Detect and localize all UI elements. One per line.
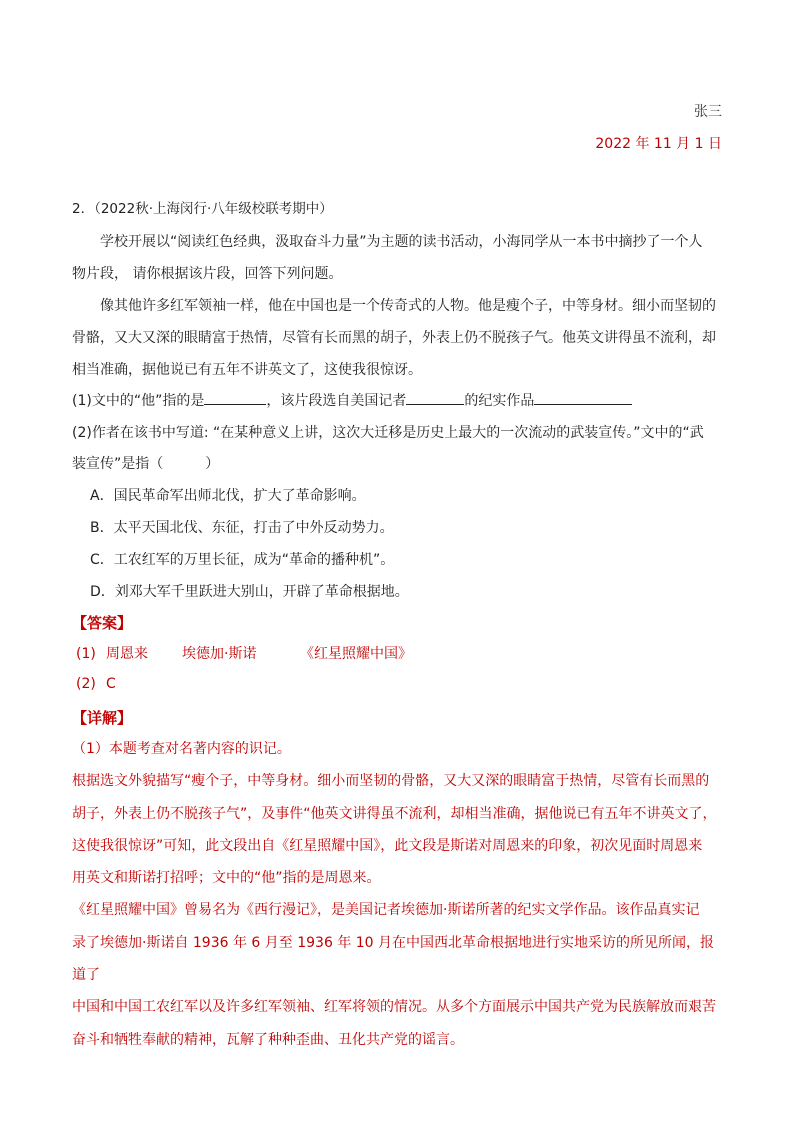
option-d: D．刘邓大军千里跃进大别山，开辟了革命根据地。 bbox=[90, 584, 409, 600]
sub-question-1 bbox=[72, 385, 722, 417]
passage-line-2: 骨骼，又大又深的眼睛富于热情，尽管有长而黑的胡子，外表上仍不脱孩子气。他英文讲得虽不流利，却 bbox=[72, 330, 716, 346]
answer-2-number: (2) bbox=[76, 676, 96, 692]
passage-line-1: 像其他许多红军领袖一样，他在中国也是一个传奇式的人物。他是瘦个子，中等身材。细小而坚韧的 bbox=[100, 298, 716, 314]
answer-2-value: C bbox=[106, 676, 116, 692]
signature-date: 2022 年 11 月 1 日 bbox=[595, 136, 722, 152]
answer-blank-2[interactable] bbox=[406, 388, 464, 405]
detail-line: （1）本题考查对名著内容的识记。 bbox=[72, 741, 291, 757]
detail-line: 根据选文外貌描写“瘦个子，中等身材。细小而坚韧的骨骼，又大又深的眼睛富于热情，尽管有长而黑的 bbox=[72, 773, 710, 790]
answer-blank-1[interactable] bbox=[204, 388, 266, 405]
passage-line-3: 相当准确，据他说已有五年不讲英文了，这使我很惊讶。 bbox=[72, 362, 422, 378]
sub2-line-1: (2)作者在该书中写道: “在某种意义上讲，这次大迁移是历史上最大的一次流动的武装宣传。”文中的“武 bbox=[72, 425, 704, 441]
detail-line: 胡子，外表上仍不脱孩子气”，及事件“他英文讲得虽不流利，却相当准确，据他说已有五年不讲英文了， bbox=[72, 805, 717, 822]
detail-line: 中国和中国工农红军以及许多红军领袖、红军将领的情况。从多个方面展示中国共产党为民族解放而艰苦 bbox=[72, 999, 716, 1016]
option-b: B．太平天国北伐、东征，打击了中外反动势力。 bbox=[90, 520, 394, 536]
question-header: 2．（2022秋·上海闵行·八年级校联考期中） bbox=[72, 201, 333, 217]
sub1-text-a: (1)文中的“他”指的是 bbox=[72, 393, 205, 409]
question-intro bbox=[72, 226, 722, 258]
detail-line: 录了埃德加·斯诺自 1936 年 6 月至 1936 年 10 月在中国西北革命根据地进行实地采访的所见所闻，报道了 bbox=[72, 934, 715, 984]
detail-body bbox=[72, 733, 722, 1056]
answer-row-2 bbox=[76, 676, 116, 692]
answer-1-value-2: 埃德加·斯诺 bbox=[182, 646, 257, 662]
intro-line-2: 物片段， 请你根据该片段，回答下列问题。 bbox=[72, 266, 343, 282]
detail-line: 这使我很惊讶”可知，此文段出自《红星照耀中国》，此文段是斯诺对周恩来的印象，初次见面时周恩来 bbox=[72, 837, 703, 854]
detail-line: 奋斗和牺牲奉献的精神，瓦解了种种歪曲、丑化共产党的谣言。 bbox=[72, 1031, 464, 1048]
intro-line-1: 学校开展以“阅读红色经典，汲取奋斗力量”为主题的读书活动，小海同学从一本书中摘抄了一个人 bbox=[100, 234, 703, 250]
sub1-text-b: ，该片段选自美国记者 bbox=[266, 393, 407, 409]
detail-line: 《红星照耀中国》曾易名为《西行漫记》，是美国记者埃德加·斯诺所著的纪实文学作品。该作品真实记 bbox=[72, 902, 700, 919]
sub2-line-2: 装宣传”是指（ ） bbox=[72, 456, 220, 472]
answer-1-number: (1) bbox=[76, 646, 96, 662]
answer-1-value-3: 《红星照耀中国》 bbox=[300, 646, 412, 662]
answer-row-1 bbox=[76, 643, 412, 663]
answer-label: 【答案】 bbox=[72, 614, 133, 632]
detail-line: 用英文和斯诺打招呼；文中的“他”指的是周恩来。 bbox=[72, 870, 381, 887]
detail-label: 【详解】 bbox=[72, 709, 133, 727]
option-a: A．国民革命军出师北伐，扩大了革命影响。 bbox=[90, 488, 366, 504]
answer-blank-3[interactable] bbox=[534, 388, 632, 405]
sub1-text-c: 的纪实作品 bbox=[464, 393, 535, 409]
option-c: C．工农红军的万里长征，成为“革命的播种机”。 bbox=[90, 552, 395, 568]
answer-1-value-1: 周恩来 bbox=[106, 646, 148, 662]
signature-name: 张三 bbox=[694, 104, 722, 120]
